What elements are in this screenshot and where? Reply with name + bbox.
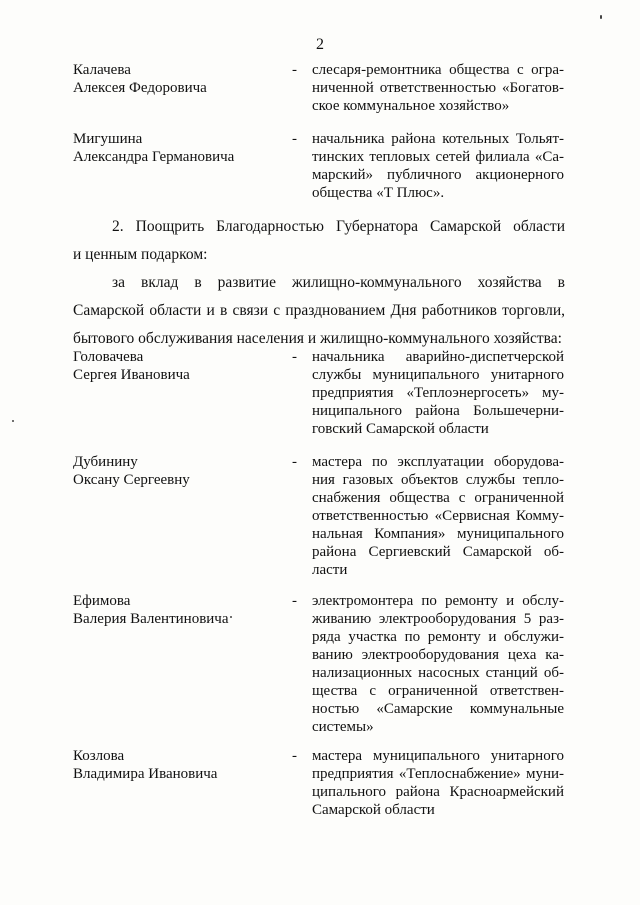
- entry-dash: -: [292, 454, 297, 470]
- section-2-heading: 2. Поощрить Благодарностью Губернатора Самарской области: [112, 218, 565, 235]
- awardee-position: слесаря-ремонтника общества с огра-ниченной ответственностью «Богатов-ское коммунальное хозяйство»: [312, 62, 564, 114]
- given-names: Валерия Валентиновича: [73, 611, 229, 627]
- given-names: Оксану Сергеевну: [73, 472, 190, 488]
- scan-speck: [600, 15, 602, 19]
- surname: Дубинину: [73, 454, 138, 470]
- scan-speck: [230, 616, 232, 618]
- surname: Мигушина: [73, 131, 143, 147]
- awardee-name: [73, 453, 283, 489]
- awardee-position: мастера по эксплуатации оборудова-ния газовых объектов службы тепло-снабжения общества с ограниченной ответственностью «Сервисная Комму-нальная Компания» муниципального района Сергиевский Самарской об-ласти: [312, 454, 564, 578]
- entry-dash: -: [292, 349, 297, 365]
- awardee-name: [73, 61, 283, 97]
- given-names: Сергея Ивановича: [73, 367, 190, 383]
- given-names: Алексея Федоровича: [73, 80, 207, 96]
- section-2-reason: за вклад в развитие жилищно-коммунального хозяйства в Самарской области и в связи с празднованием Дня работников торговли, бытового обслуживания населения и жилищно-коммунального хозяйства:: [73, 274, 565, 347]
- section-2-heading-continued: и ценным подарком:: [73, 246, 208, 263]
- surname: Козлова: [73, 748, 125, 764]
- given-names: Александра Германовича: [73, 149, 235, 165]
- entry-dash: -: [292, 748, 297, 764]
- awardee-name: [73, 747, 283, 783]
- awardee-name: [73, 348, 283, 384]
- awardee-position: начальника района котельных Тольят-тинских тепловых сетей филиала «Са-марский» публичного акционерного общества «Т Плюс».: [312, 131, 564, 201]
- entry-dash: -: [292, 62, 297, 78]
- awardee-position: мастера муниципального унитарного предприятия «Теплоснабжение» муни-ципального района Красноармейский Самарской области: [312, 748, 564, 818]
- entry-dash: -: [292, 131, 297, 147]
- given-names: Владимира Ивановича: [73, 766, 218, 782]
- surname: Головачева: [73, 349, 144, 365]
- awardee-name: [73, 130, 283, 166]
- page-number: 2: [316, 36, 324, 53]
- awardee-position: электромонтера по ремонту и обслу-живанию электрооборудования 5 раз-ряда участка по ремонту и обслужи-ванию электрооборудования цеха ка-нализационных насосных станций об-щества с ограниченной ответствен-ностью «Самарские коммунальные системы»: [312, 593, 564, 735]
- entry-dash: -: [292, 593, 297, 609]
- surname: Калачева: [73, 62, 131, 78]
- awardee-name: [73, 592, 283, 628]
- surname: Ефимова: [73, 593, 131, 609]
- awardee-position: начальника аварийно-диспетчерской службы муниципального унитарного предприятия «Теплоэнергосеть» му-ниципального района Большечерни-говский Самарской области: [312, 349, 564, 437]
- scan-speck: [12, 420, 14, 422]
